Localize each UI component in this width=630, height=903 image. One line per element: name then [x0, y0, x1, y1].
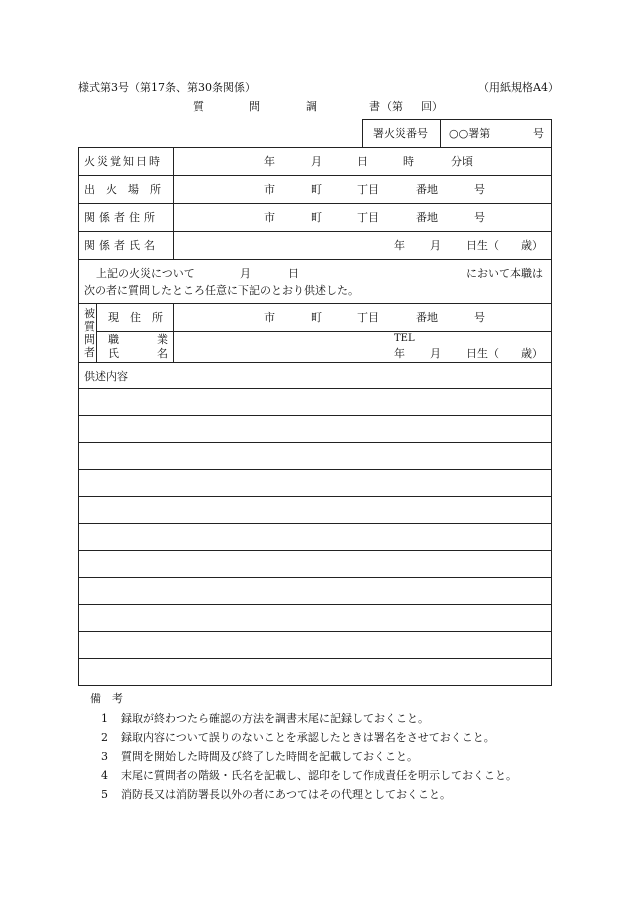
occupation-label-b: 業 [157, 333, 168, 346]
name-label-b: 名 [157, 347, 168, 360]
paper-size: （用紙規格A4） [478, 81, 559, 94]
note-text-3: 質問を開始した時間及び終了した時間を記載しておくこと。 [121, 750, 418, 763]
birth-year: 年 [394, 239, 405, 252]
addr-city-2: 市 [264, 211, 275, 224]
title-char-3: 調 [306, 100, 317, 113]
statement-line1-a: 上記の火災について [96, 267, 195, 280]
note-num-2: 2 [101, 731, 108, 744]
q-birth-month: 月 [430, 347, 441, 360]
questioned-side-2: 質 [84, 320, 95, 333]
q-addr-town: 町 [311, 311, 322, 324]
tel-label: TEL [394, 333, 415, 344]
statement-day: 日 [288, 267, 299, 280]
questioned-address-label: 現 住 所 [108, 311, 163, 324]
title-char-1: 質 [193, 100, 204, 113]
name-label-a: 氏 [108, 347, 119, 360]
q-birth-age: 歳） [521, 347, 543, 360]
note-text-5: 消防長又は消防署長以外の者にあつてはその代理としておくこと。 [121, 788, 451, 801]
note-text-2: 録取内容について誤りのないことを承認したときは署名をさせておくこと。 [121, 731, 495, 744]
station-suffix: 号 [533, 127, 544, 140]
unit-month: 月 [311, 155, 322, 168]
birth-day: 日生（ [466, 239, 499, 252]
note-num-1: 1 [101, 712, 108, 725]
note-num-4: 4 [101, 769, 108, 782]
questioned-side-4: 者 [84, 346, 95, 359]
addr-city: 市 [264, 183, 275, 196]
addr-chome: 丁目 [357, 183, 379, 196]
questioned-side-3: 問 [84, 333, 95, 346]
station-label: 署火災番号 [373, 127, 428, 140]
unit-minute: 分頃 [451, 155, 473, 168]
q-addr-banchi: 番地 [416, 311, 438, 324]
occupation-label-a: 職 [108, 333, 119, 346]
q-birth-day: 日生（ [466, 347, 499, 360]
q-addr-chome: 丁目 [357, 311, 379, 324]
questioned-side-1: 被 [84, 307, 95, 320]
q-addr-city: 市 [264, 311, 275, 324]
unit-year: 年 [264, 155, 275, 168]
q-birth-year: 年 [394, 347, 405, 360]
addr-town-2: 町 [311, 211, 322, 224]
unit-hour: 時 [403, 155, 414, 168]
addr-banchi: 番地 [416, 183, 438, 196]
title-char-4: 書 [369, 100, 380, 113]
addr-chome-2: 丁目 [357, 211, 379, 224]
fire-detect-label: 火災覚知日時 [84, 155, 162, 168]
addr-town: 町 [311, 183, 322, 196]
related-name-label: 関係者氏名 [84, 239, 159, 252]
title-suffix-1: （第 [381, 100, 403, 113]
testimony-label: 供述内容 [84, 370, 128, 383]
statement-line1-b: において本職は [466, 267, 543, 280]
birth-age: 歳） [521, 239, 543, 252]
addr-go-2: 号 [474, 211, 485, 224]
related-address-label: 関係者住所 [84, 211, 159, 224]
addr-banchi-2: 番地 [416, 211, 438, 224]
note-text-1: 録取が終わつたら確認の方法を調書末尾に記録しておくこと。 [121, 712, 429, 725]
q-addr-go: 号 [474, 311, 485, 324]
note-text-4: 末尾に質問者の階級・氏名を記載し、認印をして作成責任を明示しておくこと。 [121, 769, 517, 782]
statement-month: 月 [240, 267, 251, 280]
station-prefix: ○○署第 [449, 127, 491, 140]
note-num-3: 3 [101, 750, 108, 763]
testimony-area[interactable] [79, 389, 551, 685]
form-label: 様式第3号（第17条、第30条関係） [78, 81, 256, 94]
notes-title: 備 考 [90, 692, 123, 705]
note-num-5: 5 [101, 788, 108, 801]
title-char-2: 問 [249, 100, 260, 113]
statement-line2: 次の者に質問したところ任意に下記のとおり供述した。 [84, 284, 359, 297]
title-suffix-2: 回） [421, 100, 443, 113]
fire-place-label: 出 火 場 所 [84, 183, 161, 196]
unit-day: 日 [357, 155, 368, 168]
addr-go: 号 [474, 183, 485, 196]
birth-month: 月 [430, 239, 441, 252]
